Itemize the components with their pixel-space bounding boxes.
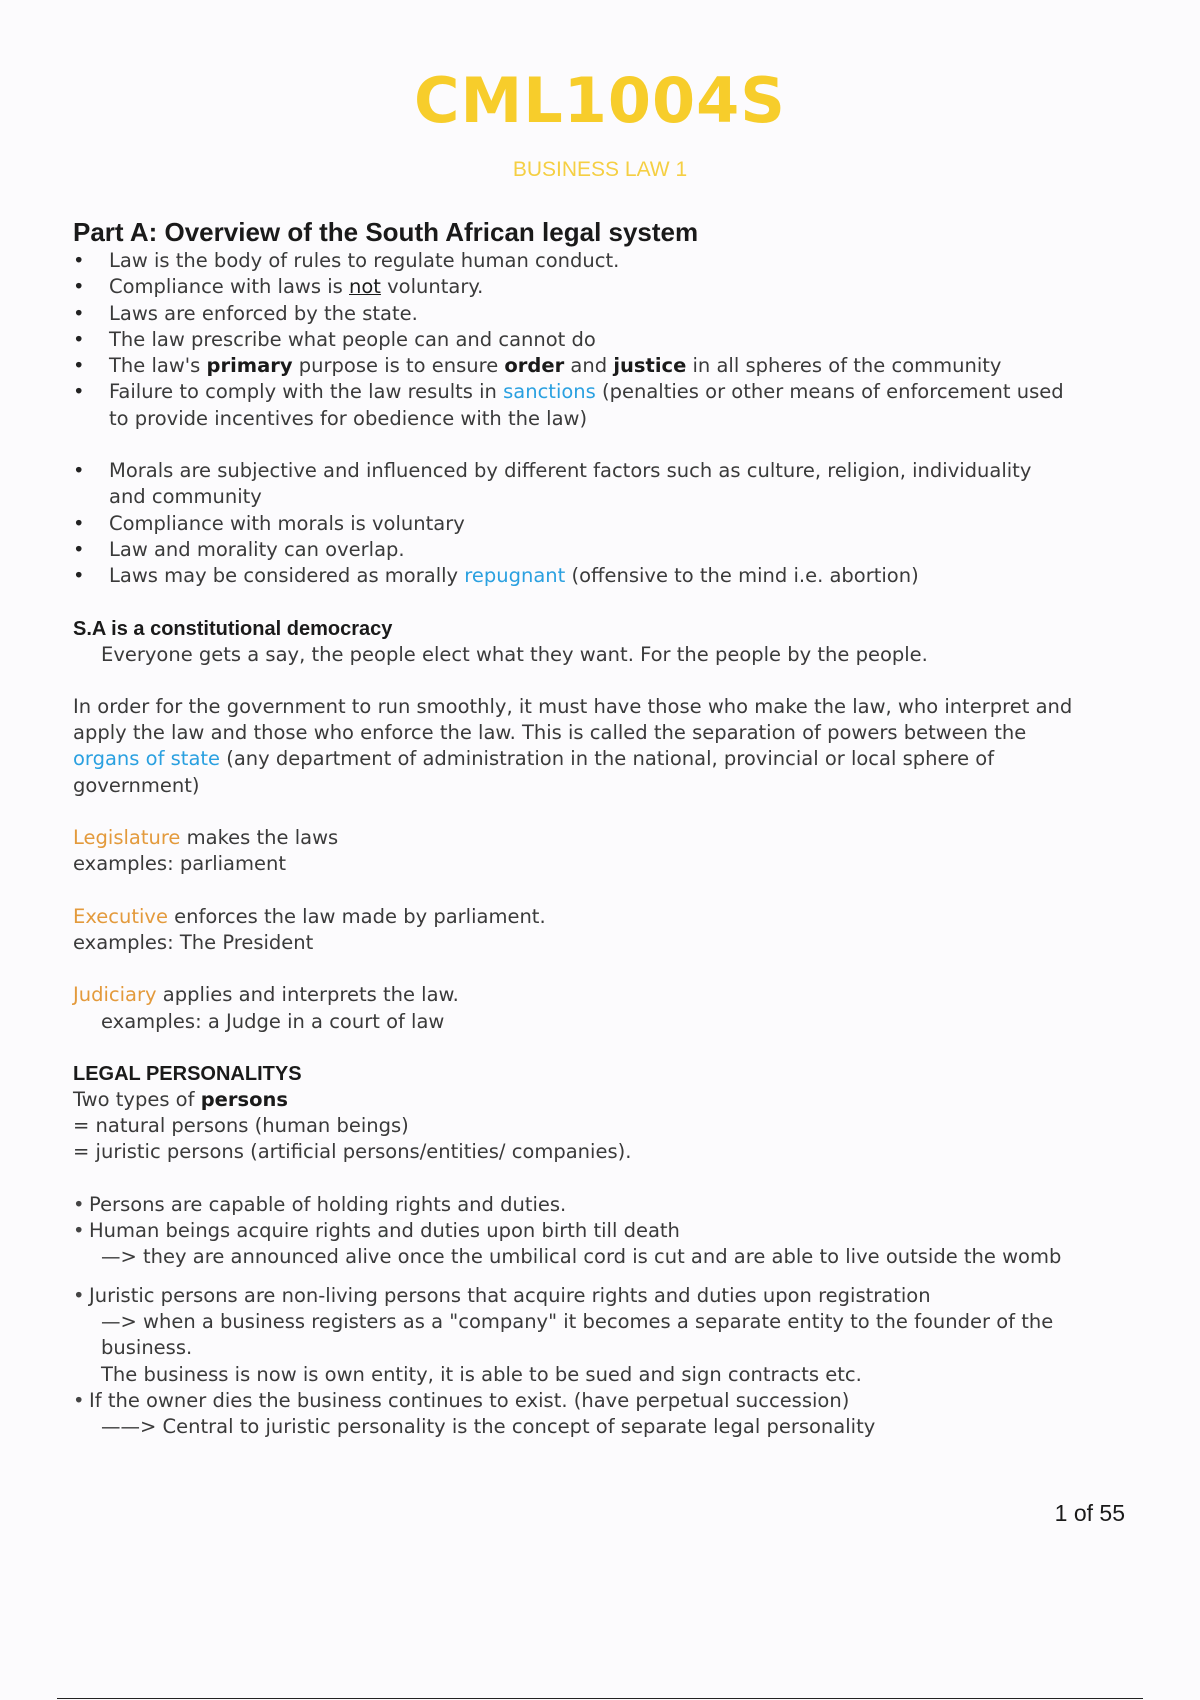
judiciary-example: examples: a Judge in a court of law — [101, 1009, 445, 1033]
list-subitem: —> they are announced alive once the umbilical cord is cut and are able to live outside the womb — [101, 1245, 1062, 1269]
judiciary-block: Judiciary applies and interprets the law. — [73, 983, 459, 1007]
term-sanctions: sanctions — [503, 380, 596, 404]
list-item: • The law's primary purpose is to ensure order and justice in all spheres of the community — [73, 353, 1133, 379]
course-subtitle: BUSINESS LAW 1 — [512, 158, 688, 181]
list-item: • Persons are capable of holding rights and duties. — [73, 1192, 1133, 1218]
term-repugnant: repugnant — [464, 564, 566, 588]
list-item: • Human beings acquire rights and duties upon birth till death — [73, 1218, 1133, 1244]
legal-personality-heading: LEGAL PERSONALITYS — [73, 1062, 302, 1085]
list-item: • The law prescribe what people can and cannot do — [73, 327, 1133, 353]
page-number: 1 of 55 — [1054, 1500, 1125, 1526]
executive-block: Executive enforces the law made by parliament. examples: The President — [73, 904, 546, 954]
list-item: • Laws may be considered as morally repugnant (offensive to the mind i.e. abortion) — [73, 563, 1133, 589]
list-item: • Law is the body of rules to regulate human conduct. — [73, 248, 1133, 274]
term-judiciary: Judiciary — [73, 983, 157, 1007]
democracy-heading: S.A is a constitutional democracy — [73, 617, 393, 640]
list-item: • Morals are subjective and influenced by different factors such as culture, religion, individuality and community — [73, 458, 1133, 511]
notes-body — [73, 218, 1133, 1440]
part-a-heading: Part A: Overview of the South African legal system — [73, 217, 699, 247]
list-subitem: —> when a business registers as a "company" it becomes a separate entity to the founder of the business. The business is now is own entity, it is able to be sued and sign contracts etc. — [101, 1309, 1054, 1386]
democracy-line: Everyone gets a say, the people elect what they want. For the people by the people. — [101, 642, 928, 666]
separation-paragraph: In order for the government to run smoothly, it must have those who make the law, who interpret and apply the law and those who enforce the law. This is called the separation of powers between the organs of state (any department of administration in the national, provincial or local sphere of government) — [73, 694, 1073, 797]
legislature-block: Legislature makes the laws examples: parliament — [73, 826, 339, 876]
list-item: • Failure to comply with the law results in sanctions (penalties or other means of enforcement used to provide incentives for obedience with the law) — [73, 379, 1133, 432]
term-legislature: Legislature — [73, 826, 181, 850]
list-item: • Compliance with laws is not voluntary. — [73, 274, 1133, 300]
list-item: • If the owner dies the business continues to exist. (have perpetual succession) — [73, 1388, 1133, 1414]
person-types: Two types of persons = natural persons (human beings) = juristic persons (artificial persons/entities/ companies). — [73, 1087, 632, 1164]
list-subitem: ——> Central to juristic personality is the concept of separate legal personality — [101, 1415, 876, 1439]
footer-divider — [57, 1698, 1143, 1699]
list-item: • Compliance with morals is voluntary — [73, 511, 1133, 537]
list-item: • Laws are enforced by the state. — [73, 301, 1133, 327]
course-code-title: CML1004S — [414, 64, 786, 137]
term-executive: Executive — [73, 904, 168, 928]
term-organs-of-state: organs of state — [73, 747, 221, 771]
list-item: • Juristic persons are non-living persons that acquire rights and duties upon registration — [73, 1283, 1133, 1309]
list-item: • Law and morality can overlap. — [73, 537, 1133, 563]
